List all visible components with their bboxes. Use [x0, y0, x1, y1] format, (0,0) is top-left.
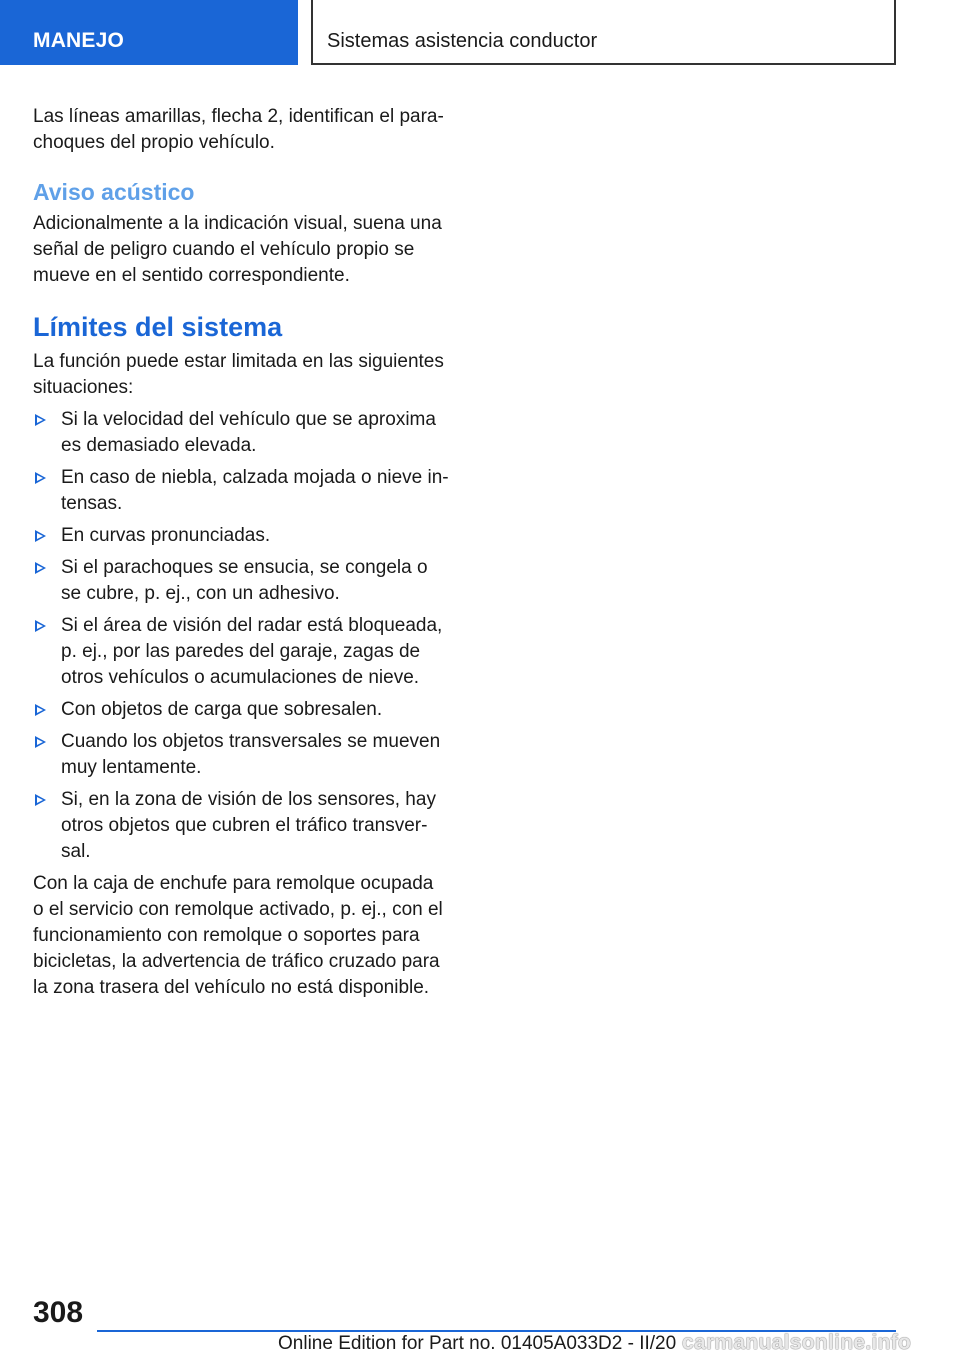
- page-number: 308: [33, 1296, 84, 1329]
- content-column: [33, 104, 449, 1023]
- list-item: [33, 465, 449, 517]
- list-item: [33, 729, 449, 781]
- list-item: [33, 613, 449, 691]
- list-item-text: Si el área de visión del radar está bloqueada, p. ej., por las paredes del garaje, zagas de otros vehículos o acumulaciones de nieve.: [61, 615, 443, 688]
- list-item: [33, 523, 449, 549]
- acoustic-warning-heading: Aviso acústico: [33, 179, 195, 205]
- system-limits-intro: La función puede estar limitada en las siguientes situaciones:: [33, 351, 444, 398]
- header-chapter-box: [311, 0, 896, 65]
- list-item-text: Cuando los objetos transversales se mueven muy lentamente.: [61, 731, 441, 778]
- header-chapter-label: Sistemas asistencia conductor: [327, 30, 598, 52]
- list-item-text: En caso de niebla, calzada mojada o nieve in‐ tensas.: [61, 467, 449, 514]
- triangle-bullet-icon: [35, 620, 46, 632]
- list-item-text: Si la velocidad del vehículo que se aproxima es demasiado elevada.: [61, 409, 436, 456]
- system-limits-list: [33, 407, 449, 865]
- closing-paragraph: Con la caja de enchufe para remolque ocupada o el servicio con remolque activado, p. ej., con el funcionamiento con remolque o soportes para bicicletas, la advertencia de tráfico cruzado para la zona trasera del vehículo no está disponible.: [33, 873, 443, 998]
- list-item-text: Si, en la zona de visión de los sensores, hay otros objetos que cubren el tráfico transver‐ sal.: [61, 789, 436, 862]
- system-limits-heading: Límites del sistema: [33, 312, 283, 342]
- triangle-bullet-icon: [35, 414, 46, 426]
- header-section-tab: [0, 0, 298, 65]
- list-item-text: Si el parachoques se ensucia, se congela o se cubre, p. ej., con un adhesivo.: [61, 557, 428, 604]
- intro-paragraph: Las líneas amarillas, flecha 2, identifican el para‐ choques del propio vehículo.: [33, 106, 444, 153]
- list-item-text: Con objetos de carga que sobresalen.: [61, 699, 383, 720]
- triangle-bullet-icon: [35, 562, 46, 574]
- triangle-bullet-icon: [35, 704, 46, 716]
- triangle-bullet-icon: [35, 794, 46, 806]
- triangle-bullet-icon: [35, 530, 46, 542]
- acoustic-warning-paragraph: Adicionalmente a la indicación visual, suena una señal de peligro cuando el vehículo propio se mueve en el sentido correspondiente.: [33, 213, 442, 286]
- triangle-bullet-icon: [35, 472, 46, 484]
- list-item: [33, 407, 449, 459]
- list-item: [33, 697, 449, 723]
- triangle-bullet-icon: [35, 736, 46, 748]
- watermark-text: carmanualsonline.info: [682, 1331, 912, 1354]
- list-item-text: En curvas pronunciadas.: [61, 525, 271, 546]
- header-section-label: MANEJO: [33, 29, 125, 52]
- list-item: [33, 787, 449, 865]
- list-item: [33, 555, 449, 607]
- footer-edition-text: Online Edition for Part no. 01405A033D2 - II/20: [278, 1333, 677, 1354]
